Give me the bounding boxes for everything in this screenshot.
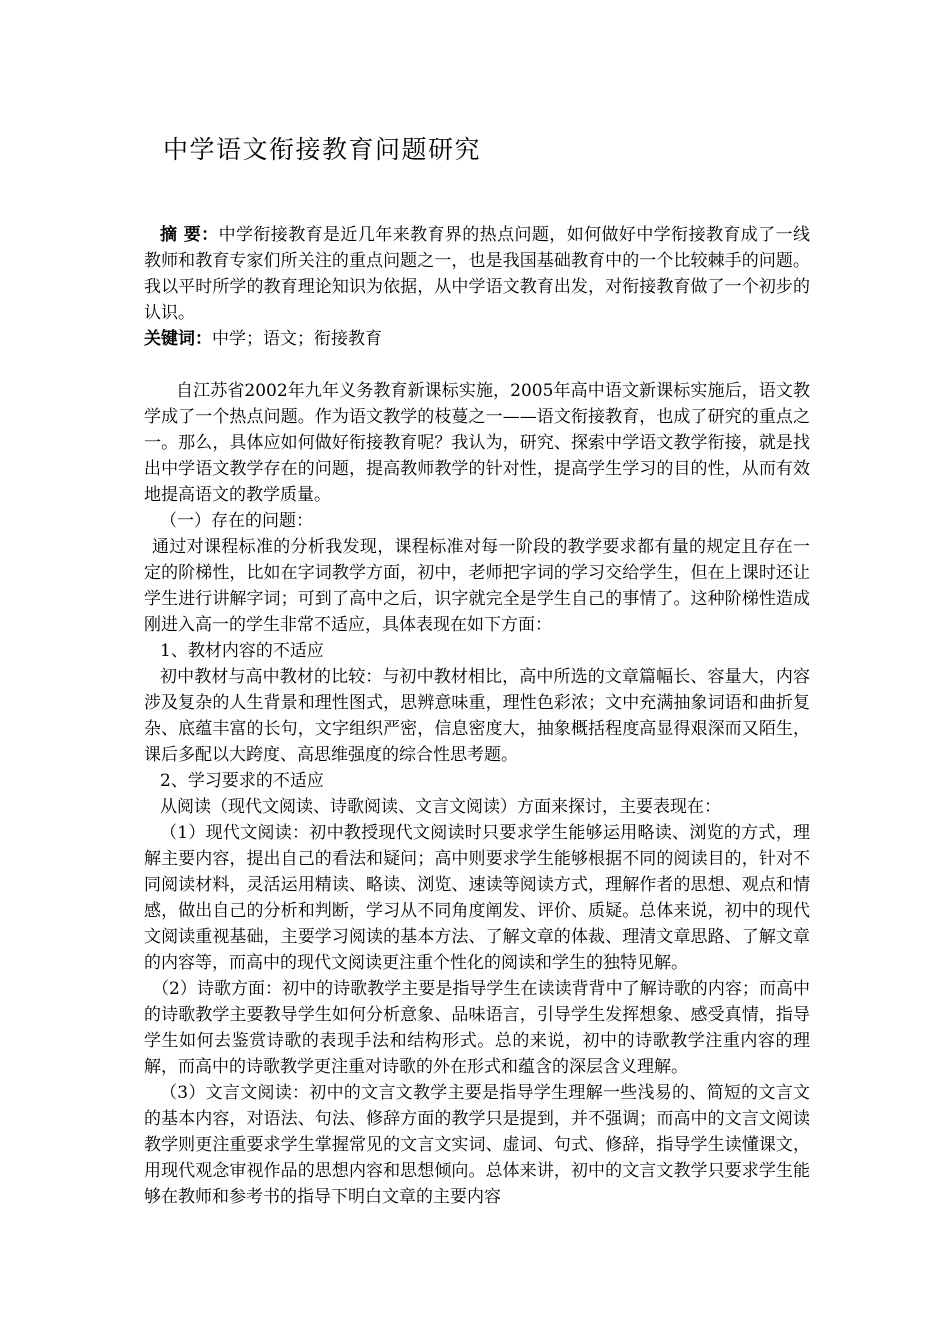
item-body-requirements: 从阅读（现代文阅读、诗歌阅读、文言文阅读）方面来探讨，主要表现在：: [160, 797, 721, 817]
document-body: [144, 222, 810, 1210]
abstract-text: 中学衔接教育是近几年来教育界的热点问题，如何做好中学衔接教育成了一线教师和教育专家们所关注的重点问题之一，也是我国基础教育中的一个比较棘手的问题。我以平时所学的教育理论知识为依据，从中学语文教育出发，对衔接教育做了一个初步的认识。: [144, 225, 811, 323]
item-body-textbook: 初中教材与高中教材的比较：与初中教材相比，高中所选的文章篇幅长、容量大，内容涉及复杂的人生背景和理性图式，思辨意味重，理性色彩浓；文中充满抽象词语和曲折复杂、底蕴丰富的长句，文字组织严密，信息密度大，抽象概括程度高显得艰深而又陌生，课后多配以大跨度、高思维强度的综合性思考题。: [144, 667, 810, 765]
subitem-modern-reading: （1）现代文阅读：初中教授现代文阅读时只要求学生能够运用略读、浏览的方式，理解主要内容，提出自己的看法和疑问；高中则要求学生能够根据不同的阅读目的，针对不同阅读材料，灵活运用精读、略读、浏览、速读等阅读方式，理解作者的思想、观点和情感，做出自己的分析和判断，学习从不同角度阐发、评价、质疑。总体来说，初中的现代文阅读重视基础，主要学习阅读的基本方法、了解文章的体裁、理清文章思路、了解文章的内容等，而高中的现代文阅读更注重个性化的阅读和学生的独特见解。: [144, 823, 810, 973]
intro-paragraph: 自江苏省2002年九年义务教育新课标实施，2005年高中语文新课标实施后，语文教学成了一个热点问题。作为语文教学的枝蔓之一——语文衔接教育，也成了研究的重点之一。那么，具体应如何做好衔接教育呢？我认为，研究、探索中学语文教学衔接，就是找出中学语文教学存在的问题，提高教师教学的针对性，提高学生学习的目的性，从而有效地提高语文的教学质量。: [144, 381, 810, 505]
item-heading-requirements: 2、学习要求的不适应: [160, 771, 324, 791]
item-heading-textbook: 1、教材内容的不适应: [160, 641, 324, 661]
abstract-paragraph: [144, 222, 810, 326]
subitem-classical-reading: （3）文言文阅读：初中的文言文教学主要是指导学生理解一些浅易的、简短的文言文的基本内容，对语法、句法、修辞方面的教学只是提到，并不强调；而高中的文言文阅读教学则更注重要求学生掌握常见的文言文实词、虚词、句式、修辞，指导学生读懂课文，用现代观念审视作品的思想内容和思想倾向。总体来讲，初中的文言文教学只要求学生能够在教师和参考书的指导下明白文章的主要内容: [144, 1083, 810, 1207]
document-title: 中学语文衔接教育问题研究: [163, 135, 482, 164]
keywords-text: 中学；语文；衔接教育: [212, 329, 382, 349]
keywords-paragraph: [144, 326, 810, 352]
section-heading: （一）存在的问题：: [160, 511, 313, 531]
abstract-label: 摘 要：: [160, 225, 219, 245]
subitem-poetry: （2）诗歌方面：初中的诗歌教学主要是指导学生在读读背背中了解诗歌的内容；而高中的诗歌教学主要教导学生如何分析意象、品味语言，引导学生发挥想象、感受真情，指导学生如何去鉴赏诗歌的表现手法和结构形式。总的来说，初中的诗歌教学注重内容的理解，而高中的诗歌教学更注重对诗歌的外在形式和蕴含的深层含义理解。: [144, 979, 810, 1077]
section-body-paragraph: 通过对课程标准的分析我发现，课程标准对每一阶段的教学要求都有量的规定且存在一定的阶梯性，比如在字词教学方面，初中，老师把字词的学习交给学生，但在上课时还让学生进行讲解字词；可到了高中之后，识字就完全是学生自己的事情了。这种阶梯性造成刚进入高一的学生非常不适应，具体表现在如下方面：: [144, 537, 810, 635]
spacer: [144, 352, 810, 378]
keywords-label: 关键词：: [144, 329, 212, 349]
